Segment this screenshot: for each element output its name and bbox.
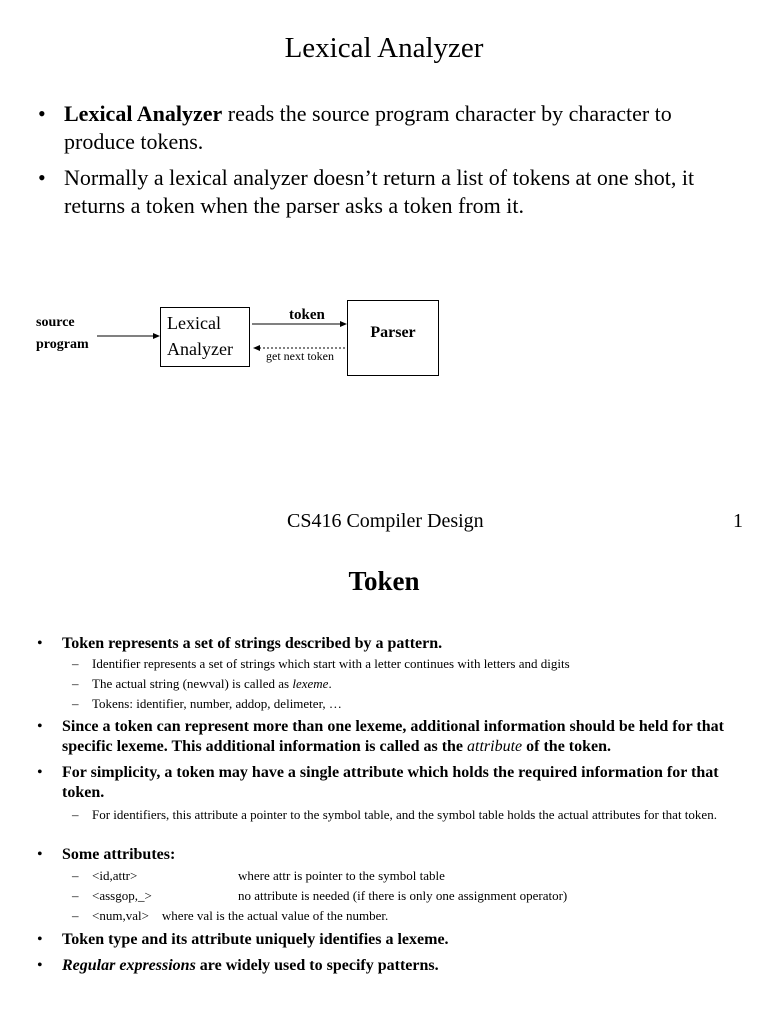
request-arrowhead-icon bbox=[253, 345, 260, 351]
dash-icon: – bbox=[72, 888, 79, 903]
bullet-dot-icon: • bbox=[37, 764, 43, 781]
input-label: source program bbox=[36, 315, 89, 352]
regex-term: Regular expressions bbox=[62, 957, 196, 974]
bullet-item bbox=[38, 164, 738, 220]
attribute-name: <num,val> bbox=[92, 908, 149, 923]
sub-bullet-text: For identifiers, this attribute a pointer to the symbol table, and the symbol table holds the actual attributes for that token. bbox=[92, 807, 717, 822]
sub-bullet-text: Identifier represents a set of strings which start with a letter continues with letters and digits bbox=[92, 656, 570, 671]
slide-token bbox=[0, 540, 768, 1024]
bullet-dot-icon: • bbox=[38, 165, 46, 190]
attribute-row bbox=[72, 908, 752, 924]
sub-bullet-text: Tokens: identifier, number, addop, delimeter, … bbox=[92, 696, 342, 711]
bullet-body: reads the source program character by character to produce tokens. bbox=[64, 101, 672, 154]
input-arrowhead-icon bbox=[153, 333, 160, 339]
bullet-item bbox=[37, 845, 749, 865]
bullet-dot-icon: • bbox=[37, 635, 43, 652]
bullet-dot-icon: • bbox=[37, 931, 43, 948]
dash-icon: – bbox=[72, 868, 79, 883]
bullet-text: For simplicity, a token may have a single attribute which holds the required information for that token. bbox=[62, 764, 719, 801]
dash-icon: – bbox=[72, 908, 79, 923]
attribute-desc: no attribute is needed (if there is only one assignment operator) bbox=[238, 888, 568, 903]
bullet-dot-icon: • bbox=[37, 718, 43, 735]
get-next-token-label: get next token bbox=[266, 349, 334, 363]
lexer-parser-diagram bbox=[0, 290, 768, 400]
parser-box: Parser bbox=[347, 300, 439, 376]
bullet-item bbox=[38, 100, 738, 156]
sub-bullet-item bbox=[72, 656, 752, 672]
token-label: token bbox=[289, 307, 325, 323]
attribute-row bbox=[72, 868, 752, 884]
lexical-analyzer-box: Lexical Analyzer bbox=[160, 307, 250, 367]
bullet-item bbox=[37, 956, 749, 976]
bullet-text: Regular expressions are widely used to specify patterns. bbox=[62, 957, 439, 974]
bullet-bold-term: Lexical Analyzer bbox=[64, 101, 223, 126]
dash-icon: – bbox=[72, 656, 79, 671]
dash-icon: – bbox=[72, 676, 79, 691]
bullet-text: Normally a lexical analyzer doesn’t return a list of tokens at one shot, it returns a token when the parser asks a token from it. bbox=[64, 165, 695, 218]
bullet-text: Token represents a set of strings described by a pattern. bbox=[62, 635, 443, 652]
sub-bullet-text: The actual string (newval) is called as lexeme. bbox=[92, 676, 332, 691]
token-arrowhead-icon bbox=[340, 321, 347, 327]
bullet-item bbox=[37, 717, 749, 757]
attribute-desc: where val is the actual value of the number. bbox=[161, 908, 389, 923]
bullet-item bbox=[37, 763, 749, 803]
bullet-text: Since a token can represent more than one lexeme, additional information should be held for that specific lexeme. This additional information is called as the attribute of the token. bbox=[62, 718, 724, 755]
bullet-dot-icon: • bbox=[37, 846, 43, 863]
attribute-term: attribute bbox=[467, 738, 523, 755]
bullet-text: Some attributes: bbox=[62, 846, 176, 863]
attribute-row bbox=[72, 888, 752, 904]
slide-title: Lexical Analyzer bbox=[284, 32, 484, 64]
footer-course-title: CS416 Compiler Design bbox=[287, 510, 484, 532]
dash-icon: – bbox=[72, 807, 79, 822]
bullet-item bbox=[37, 930, 749, 950]
attribute-desc: where attr is pointer to the symbol table bbox=[238, 868, 445, 883]
slide-title: Token bbox=[348, 566, 420, 596]
lexeme-term: lexeme bbox=[292, 676, 329, 691]
bullet-text: Token type and its attribute uniquely identifies a lexeme. bbox=[62, 931, 449, 948]
sub-bullet-item bbox=[72, 676, 752, 692]
attribute-name: <assgop,_> bbox=[92, 888, 152, 903]
bullet-dot-icon: • bbox=[37, 957, 43, 974]
attribute-name: <id,attr> bbox=[92, 868, 138, 883]
dash-icon: – bbox=[72, 696, 79, 711]
footer-page-number: 1 bbox=[733, 510, 743, 532]
bullet-dot-icon: • bbox=[38, 101, 46, 126]
bullet-item bbox=[37, 634, 749, 654]
bullet-text bbox=[64, 100, 738, 156]
sub-bullet-item bbox=[72, 807, 752, 823]
sub-bullet-item bbox=[72, 696, 752, 712]
